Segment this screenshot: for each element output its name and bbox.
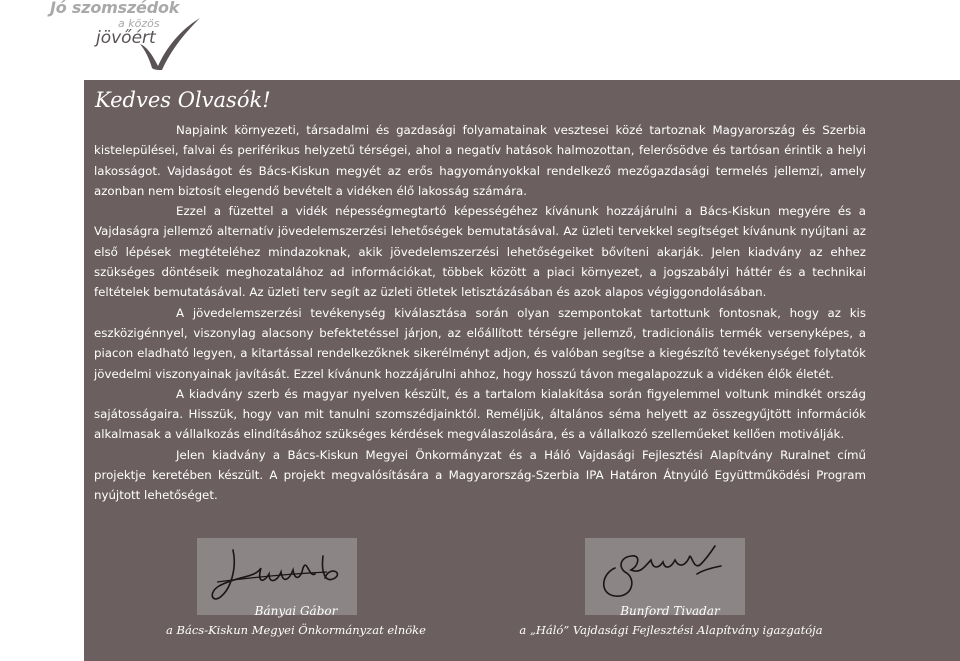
signatory-title-right: a „Háló” Vajdasági Fejlesztési Alapítvány igazgatója	[519, 623, 823, 637]
paragraph: A jövedelemszerzési tevékenység kiválasztása során olyan szempontokat tartottunk fontosnak, hogy az kis eszközigénnyel, viszonylag alacsony befektetéssel járjon, az előállított térségre jellemző, tradicionális termék versenyképes, a piacon eladható legyen, a kitartással rendelkezőknek sikerélményt adjon, és valóban segítse a kiegészítő tevékenységet folytatók jövedelmi viszonyainak javítását. Ezzel kívánunk hozzájárulni ahhoz, hogy hosszú távon megalapozzuk a vidéken élők életét.	[94, 305, 866, 381]
paragraph: A kiadvány szerb és magyar nyelven készült, és a tartalom kialakítása során figyelemmel voltunk mindkét ország sajátosságaira. Hisszük, hogy van mit tanulni szomszédjainktól. Reméljük, általános séma helyett az összegyűjtött információk alkalmasak a vállalkozás elindításához szükséges kérdések megválaszolására, és a vállalkozó szelleműeket kellően motiválják.	[94, 386, 866, 442]
logo	[50, 0, 210, 78]
signatory-title-left: a Bács-Kiskun Megyei Önkormányzat elnöke	[166, 623, 426, 637]
signatory-name-left: Bányai Gábor	[254, 604, 338, 618]
paragraph: Ezzel a füzettel a vidék népességmegtartó képességéhez kívánunk hozzájárulni a Bács-Kiskun megyére és a Vajdaságra jellemző alternatív jövedelemszerzési lehetőségek bemutatásával. Az üzleti tervekkel segítséget kívánunk nyújtani az első lépések megtételéhez mindazoknak, akik jövedelemszerzési lehetőségeiket bővíteni akarják. Jelen kiadvány az ehhez szükséges döntéseik meghozatalához ad információkat, többek között a piaci környezet, a jogszabályi háttér és a technikai feltételek bemutatásával. Az üzleti terv segít az üzleti ötletek letisztázásában és azok alapos végiggondolásában.	[94, 204, 866, 300]
paragraph: Jelen kiadvány a Bács-Kiskun Megyei Önkormányzat és a Háló Vajdasági Fejlesztési Alapítvány Ruralnet című projektje keretében készült. A projekt megvalósítására a Magyarország-Szerbia IPA Határon Átnyúló Együttműködési Program nyújtott lehetőséget.	[94, 447, 866, 503]
foreword-text	[94, 120, 866, 506]
signatory-name-right: Bunford Tivadar	[620, 604, 720, 618]
checkmark-icon	[136, 14, 206, 72]
greeting-heading: Kedves Olvasók!	[95, 88, 271, 112]
signature-area	[0, 538, 960, 661]
logo-line2: a közös	[118, 17, 160, 30]
logo-line1: Jó szomszédok	[50, 0, 180, 17]
header-band	[0, 0, 960, 80]
logo-line3: jövőért	[96, 28, 156, 48]
paragraph: Napjaink környezeti, társadalmi és gazdasági folyamatainak vesztesei közé tartoznak Magyarország és Szerbia kistelepülései, falvai és periférikus helyzetű térségei, ahol a negatív hatások halmozottan, felerősödve és tartósan érintik a helyi lakosságot. Vajdaságot és Bács-Kiskun megyét az erős hagyományokkal rendelkező mezőgazdasági termelés jellemzi, amely azonban nem biztosít elegendő bevételt a vidéken élő lakosság számára.	[94, 123, 866, 198]
